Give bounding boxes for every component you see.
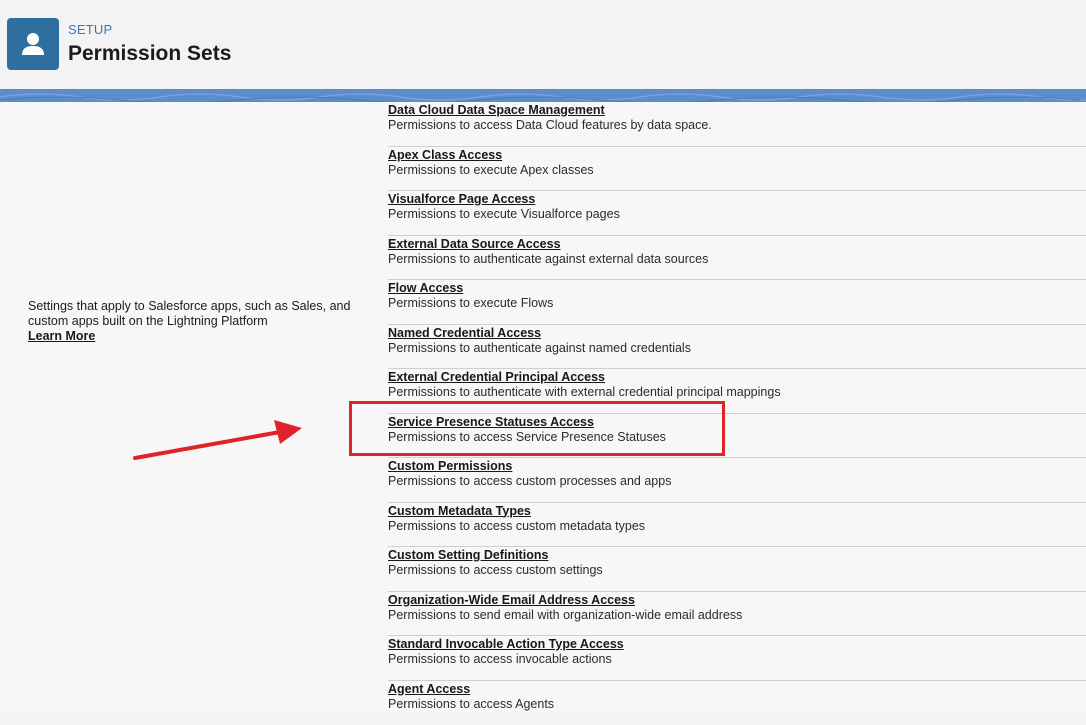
permission-set-icon (7, 18, 59, 70)
item-description: Permissions to send email with organization-wide email address (388, 608, 1086, 623)
item-description: Permissions to access custom metadata types (388, 519, 1086, 534)
item-description: Permissions to access Agents (388, 697, 1086, 712)
item-link-service-presence-statuses-access[interactable]: Service Presence Statuses Access (388, 415, 1086, 430)
item-link-org-wide-email-address-access[interactable]: Organization-Wide Email Address Access (388, 593, 1086, 608)
item-link-custom-setting-definitions[interactable]: Custom Setting Definitions (388, 548, 1086, 563)
list-item (388, 636, 1086, 681)
item-link-apex-class-access[interactable]: Apex Class Access (388, 148, 1086, 163)
list-item (388, 592, 1086, 637)
item-description: Permissions to authenticate with external credential principal mappings (388, 385, 1086, 400)
item-link-custom-permissions[interactable]: Custom Permissions (388, 459, 1086, 474)
item-link-external-data-source-access[interactable]: External Data Source Access (388, 237, 1086, 252)
item-description: Permissions to execute Apex classes (388, 163, 1086, 178)
item-link-flow-access[interactable]: Flow Access (388, 281, 1086, 296)
item-description: Permissions to access Service Presence Statuses (388, 430, 1086, 445)
item-description: Permissions to authenticate against external data sources (388, 252, 1086, 267)
item-link-named-credential-access[interactable]: Named Credential Access (388, 326, 1086, 341)
item-link-data-cloud-data-space[interactable]: Data Cloud Data Space Management (388, 103, 1086, 118)
annotation-highlight-box (349, 401, 725, 456)
list-item (388, 102, 1086, 147)
item-link-agent-access[interactable]: Agent Access (388, 682, 1086, 697)
list-item (388, 147, 1086, 192)
item-link-external-credential-principal-access[interactable]: External Credential Principal Access (388, 370, 1086, 385)
item-description: Permissions to access custom settings (388, 563, 1086, 578)
list-item (388, 325, 1086, 370)
setup-label: SETUP (68, 22, 112, 37)
item-description: Permissions to access custom processes and apps (388, 474, 1086, 489)
list-item (388, 191, 1086, 236)
item-description: Permissions to execute Flows (388, 296, 1086, 311)
list-item (388, 236, 1086, 281)
item-description: Permissions to access Data Cloud features by data space. (388, 118, 1086, 133)
list-item (388, 503, 1086, 548)
item-description: Permissions to execute Visualforce pages (388, 207, 1086, 222)
list-item (388, 280, 1086, 325)
section-description-text: Settings that apply to Salesforce apps, such as Sales, and custom apps built on the Lightning Platform (28, 299, 350, 328)
page-title: Permission Sets (68, 42, 231, 66)
list-item (388, 547, 1086, 592)
item-link-standard-invocable-action-type-access[interactable]: Standard Invocable Action Type Access (388, 637, 1086, 652)
item-description: Permissions to access invocable actions (388, 652, 1086, 667)
item-link-custom-metadata-types[interactable]: Custom Metadata Types (388, 504, 1086, 519)
list-item (388, 681, 1086, 725)
section-description (28, 299, 368, 344)
annotation-arrow-icon (130, 418, 310, 468)
item-description: Permissions to authenticate against named credentials (388, 341, 1086, 356)
learn-more-link[interactable]: Learn More (28, 329, 95, 344)
list-item (388, 458, 1086, 503)
header-banner (0, 89, 1086, 102)
page-header (0, 0, 1086, 89)
item-link-visualforce-page-access[interactable]: Visualforce Page Access (388, 192, 1086, 207)
